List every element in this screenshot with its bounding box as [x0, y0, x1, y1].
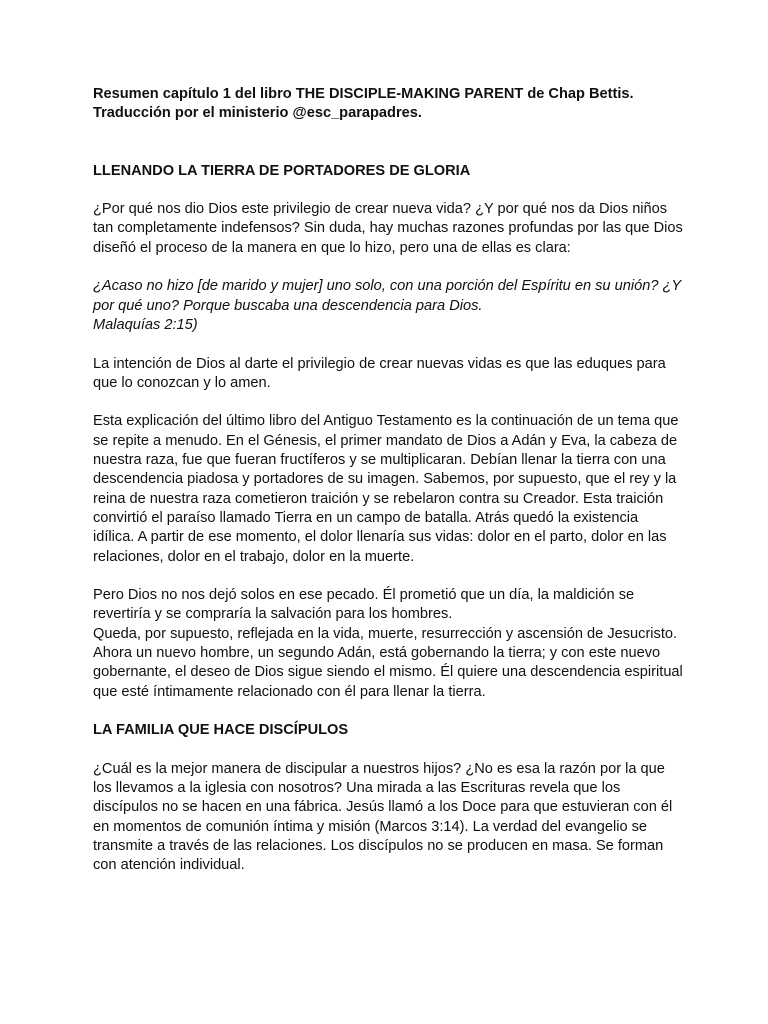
quote-reference: Malaquías 2:15)	[93, 316, 198, 333]
paragraph-1: ¿Por qué nos dio Dios este privilegio de crear nueva vida? ¿Y por qué nos da Dios niños tan completamente indefensos? Sin duda, hay muchas razones profundas por las que Dios diseñó el proceso de la manera en que lo hizo, pero una de ellas es clara:	[93, 201, 683, 256]
document-page	[93, 85, 683, 876]
section-title-2: LA FAMILIA QUE HACE DISCÍPULOS	[93, 722, 349, 739]
paragraph-5: ¿Cuál es la mejor manera de discipular a nuestros hijos? ¿No es esa la razón por la que los llevamos a la iglesia con nosotros? Una mirada a las Escrituras revela que los discípulos no se hacen en una fábrica. Jesús llamó a los Doce para que estuvieran con él en momentos de comunión íntima y misión (Marcos 3:14). La verdad del evangelio se transmite a través de las relaciones. Los discípulos no se producen en masa. Se forman con atención individual.	[93, 760, 673, 874]
paragraph-2: La intención de Dios al darte el privilegio de crear nuevas vidas es que las eduques para que lo conozcan y lo amen.	[93, 355, 666, 391]
paragraph-3: Esta explicación del último libro del Antiguo Testamento es la continuación de un tema que se repite a menudo. En el Génesis, el primer mandato de Dios a Adán y Eva, la cabeza de nuestra raza, fue que fueran fructíferos y se multiplicaran. Debían llenar la tierra con una descendencia piadosa y portadores de su imagen. Sabemos, por supuesto, que el rey y la reina de nuestra raza cometieron traición y se rebelaron contra su Creador. Esta traición convirtió el paraíso llamado Tierra en un campo de batalla. Atrás quedó la existencia idílica. A partir de ese momento, el dolor llenaría sus vidas: dolor en el parto, dolor en las relaciones, dolor en el trabajo, dolor en la muerte.	[93, 413, 679, 565]
quote-text: ¿Acaso no hizo [de marido y mujer] uno solo, con una porción del Espíritu en su unión? ¿Y por qué uno? Porque buscaba una descendencia para Dios.	[93, 278, 681, 314]
paragraph-4	[93, 586, 683, 702]
header-line-2: Traducción por el ministerio @esc_parapadres.	[93, 105, 422, 122]
scripture-quote	[93, 277, 683, 335]
header-line-1: Resumen capítulo 1 del libro THE DISCIPLE-MAKING PARENT de Chap Bettis.	[93, 86, 634, 102]
document-header	[93, 85, 683, 124]
section-title-1: LLENANDO LA TIERRA DE PORTADORES DE GLORIA	[93, 162, 471, 179]
paragraph-4b: Queda, por supuesto, reflejada en la vida, muerte, resurrección y ascensión de Jesucristo. Ahora un nuevo hombre, un segundo Adán, está gobernando la tierra; y con este nuevo gobernante, el deseo de Dios sigue siendo el mismo. Él quiere una descendencia espiritual que esté íntimamente relacionado con él para llenar la tierra.	[93, 625, 683, 700]
paragraph-4a: Pero Dios no nos dejó solos en ese pecado. Él prometió que un día, la maldición se revertiría y se compraría la salvación para los hombres.	[93, 587, 635, 623]
